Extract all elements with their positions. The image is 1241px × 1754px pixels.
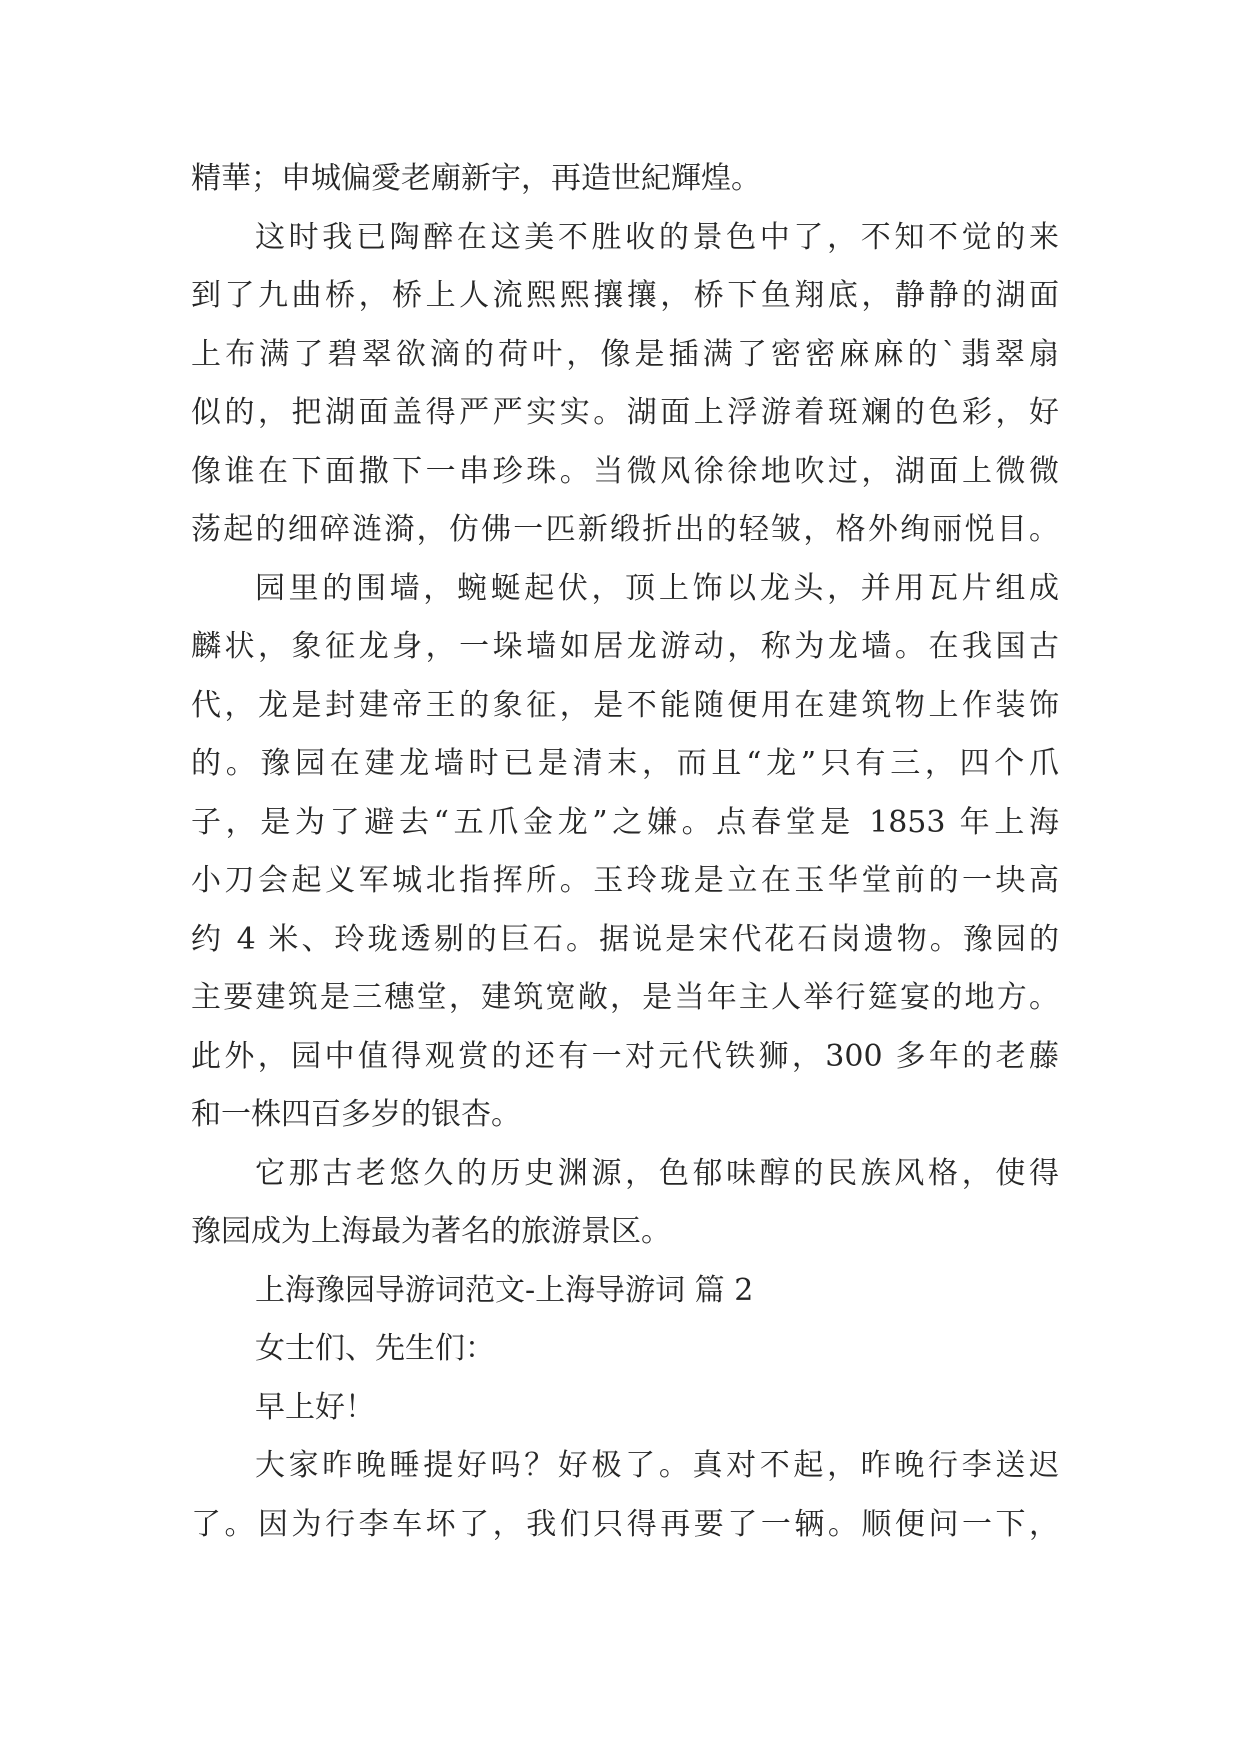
text-line: 这时我已陶醉在这美不胜收的景色中了，不知不觉的来 <box>255 219 1059 255</box>
text-line: 麟状，象征龙身，一垛墙如居龙游动，称为龙墙。在我国古 <box>191 629 1059 664</box>
text-line: 小刀会起义军城北指挥所。玉玲珑是立在玉华堂前的一块高 <box>191 863 1059 898</box>
text-line: 像谁在下面撒下一串珍珠。当微风徐徐地吹过，湖面上微微 <box>191 453 1059 489</box>
text-line: 此外，园中值得观赏的还有一对元代铁狮，300 多年的老藤 <box>191 1038 1059 1074</box>
text-line: 荡起的细碎涟漪，仿佛一匹新缎折出的轻皱，格外绚丽悦目。 <box>191 512 1059 547</box>
text-line: 似的，把湖面盖得严严实实。湖面上浮游着斑斓的色彩，好 <box>191 395 1059 430</box>
text-line: 上布满了碧翠欲滴的荷叶，像是插满了密密麻麻的`翡翠扇 <box>191 336 1059 372</box>
text-line: 女士们、先生们： <box>255 1331 495 1366</box>
text-line: 代，龙是封建帝王的象征，是不能随便用在建筑物上作装饰 <box>191 687 1059 723</box>
text-line: 主要建筑是三穗堂，建筑宽敞，是当年主人举行筵宴的地方。 <box>191 980 1059 1015</box>
text-line: 子，是为了避去“五爪金龙”之嫌。点春堂是 1853 年上海 <box>191 804 1059 840</box>
document-body <box>191 150 1059 1554</box>
text-line: 豫园成为上海最为著名的旅游景区。 <box>191 1214 671 1249</box>
section-heading: 上海豫园导游词范文-上海导游词 篇 2 <box>255 1272 754 1308</box>
text-line: 约 4 米、玲珑透剔的巨石。据说是宋代花石岗遗物。豫园的 <box>191 921 1059 957</box>
text-line: 精華；申城偏愛老廟新宇，再造世紀輝煌。 <box>191 161 761 196</box>
text-line: 的。豫园在建龙墙时已是清末，而且“龙”只有三，四个爪 <box>191 746 1059 781</box>
text-line: 早上好！ <box>255 1389 375 1425</box>
text-line: 了。因为行李车坏了，我们只得再要了一辆。顺便问一下， <box>191 1506 1059 1542</box>
text-line: 到了九曲桥，桥上人流熙熙攘攘，桥下鱼翔底，静静的湖面 <box>191 278 1059 313</box>
text-line: 大家昨晚睡提好吗？好极了。真对不起，昨晚行李送迟 <box>255 1448 1059 1483</box>
text-line: 园里的围墙，蜿蜒起伏，顶上饰以龙头，并用瓦片组成 <box>255 570 1059 606</box>
text-line: 和一株四百多岁的银杏。 <box>191 1097 521 1132</box>
text-line: 它那古老悠久的历史渊源，色郁味醇的民族风格，使得 <box>255 1155 1059 1191</box>
